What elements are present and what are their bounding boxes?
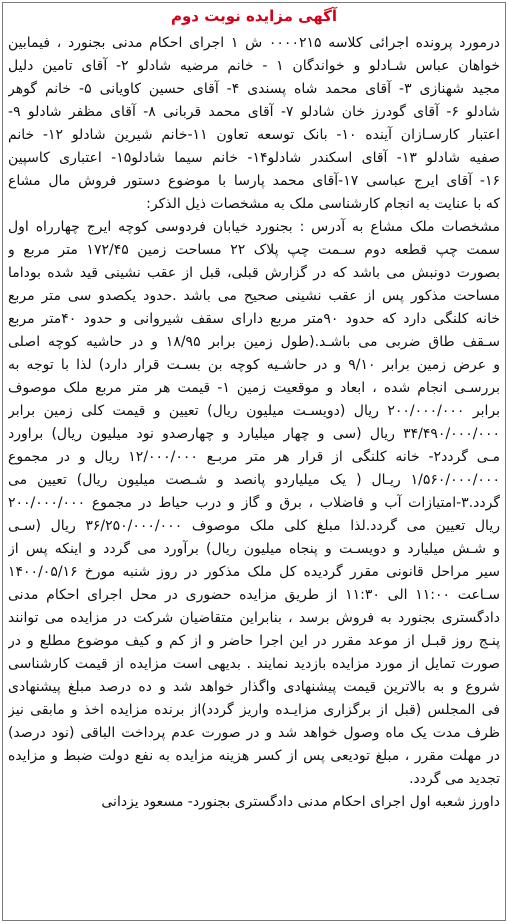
text-line: و شـش میلیارد و دویسـت و پنجاه میلیون ریال) برآورد می گردد و اینکه پس از	[8, 541, 500, 557]
text-line: برابر ۲۰۰/۰۰۰/۰۰۰ ریال (دویسـت میلیون ریال) تعیین و قیمت کلی زمین برابر	[8, 403, 500, 419]
text-line: و عرض زمین برابر ۹/۱۰ و در حاشـیه کوچه بن بسـت قرار دارد) لذا با توجه به	[8, 357, 500, 373]
text-line: شادلو ۶- آقای گودرز خان شادلو ۷- آقای محمد قربانی ۸- آقای مظفر شادلو ۹-	[8, 104, 500, 120]
text-line: شروع و به بالاترین قیمت پیشنهادی واگذار خواهد شد و ده درصد مبلغ پیشنهادی	[8, 679, 500, 695]
text-line: ظرف مدت یک ماه وصول خواهد شد و در صورت عدم پرداخت الباقی (نود درصد)	[8, 725, 500, 741]
text-line: که با عنایت به انجام کارشناسی ملک به مشخصات ذیل الذکر:	[146, 196, 500, 212]
notice-title: آگهی مزایده نوبت دوم	[170, 7, 338, 25]
text-line: درمورد پرونده اجرائی کلاسه ۰۰۰۰۲۱۵ ش ۱ اجرای احکام مدنی بجنورد ، فیمابین	[8, 35, 500, 51]
case-paragraph	[8, 32, 500, 216]
text-line: ۱/۵۶۰/۰۰۰/۰۰۰ ریـال ( یک میلیاردو پانصد و شـصت میلیون ریال) تعیین می	[8, 472, 500, 488]
text-line: در مهلت مقرر ، مبلغ تودیعی پس از کسر هزینه مزایده به نفع دولت ضبط و مزایده	[8, 748, 500, 764]
text-line: ۱۶- آقای ایرج عباسی ۱۷-آقای محمد پارسا با موضوع دستور فروش مال مشاع	[8, 173, 500, 189]
text-line: تجدید می گردد.	[409, 771, 500, 787]
text-line: مـی گردد۲- خانه کلنگی از قرار هر متر مربـع ۱۲/۰۰۰/۰۰۰ ریال و در مجموع	[8, 449, 500, 465]
text-line: گردد.۳-امتیازات آب و فاضلاب ، برق و گاز و درب حیاط در مجموع ۲۰۰/۰۰۰/۰۰۰	[8, 495, 500, 511]
notice-body	[8, 32, 500, 814]
property-paragraph	[8, 216, 500, 791]
text-line: پنـج روز قبـل از موعد مقرر در این اجرا حاضر و از کم و کیف موضوع مطلع و در	[8, 633, 500, 649]
text-line: سیر مراحل قانونی مقرر گردیده کل ملک مذکور در روز شنبه مورخ ۱۴۰۰/۰۵/۱۶	[8, 564, 500, 580]
text-line: فی المجلس (قبل از برگزاری مزایـده واریز گردد)از برنده مزایده اخذ و مابقی نیز	[8, 702, 500, 718]
text-line: اعتبار کارسـازان آینده ۱۰- بانک توسعه تعاون ۱۱-خانم شیرین شادلو ۱۲- خانم	[8, 127, 500, 143]
text-line: صفیه شادلو ۱۳- آقای اسکندر شادلو۱۴- خانم سیما شادلو۱۵- اعتباری کاسپین	[8, 150, 500, 166]
signature-line: داورز شعبه اول اجرای احکام مدنی دادگستری بجنورد- مسعود یزدانی	[101, 794, 500, 810]
text-line: سـقف طاق ضربی می باشـد.(طول زمین برابر ۱۸/۹۵ و در حاشیه کوچه اصلی	[8, 334, 500, 350]
text-line: صورت تمایل از مورد مزایده بازدید نمایند . بدیهی است مزایده از قیمت کارشناسی	[8, 656, 500, 672]
text-line: مجید شهنازی ۳- آقای محمد شاه پسندی ۴- آقای حسین کاویانی ۵- خانم گوهر	[8, 81, 500, 97]
text-line: مساحت مذکور پس از عقب نشینی صحیح می باشد .حدود یکصدو سی متر مربع	[8, 288, 500, 304]
text-line: سمت چپ قطعه دوم سـمت چپ پلاک ۲۲ مساحت زمین ۱۷۲/۴۵ متر مربع و	[8, 242, 500, 258]
text-line: سـاعت ۱۱:۰۰ الی ۱۱:۳۰ از طریق مزایده حضوری در محل اجرای احکام مدنی	[8, 587, 500, 603]
text-line: دادگستری بجنورد به فروش برسد ، بنابراین متقاضیان شرکت در مزایده می توانند	[8, 610, 500, 626]
text-line: بررسـی انجام شده ، ابعاد و موقعیت زمین ۱- قیمت هر متر مربع ملک موصوف	[8, 380, 500, 396]
text-line: بصورت دونبش می باشد که در گزارش قبلی، قبل از عقب نشینی قید شده بوداما	[8, 265, 500, 281]
text-line: مشخصات ملک مشاع به آدرس : بجنورد خیابان فردوسی کوچه ایرج چهارراه اول	[8, 219, 500, 235]
text-line: خواهان عباس شـادلو و خواندگان ۱ - خانم مرضیه شادلو ۲- آقای تامین دلیل	[8, 58, 500, 74]
text-line: خانه کلنگی دارد که حدود ۹۰متر مربع دارای سقف شیروانی و حدود ۴۰متر مربع	[8, 311, 500, 327]
text-line: ۳۴/۴۹۰/۰۰۰/۰۰۰ ریال (سی و چهار میلیارد و چهارصدو نود میلیون ریال) براورد	[8, 426, 500, 442]
text-line: ریال تعیین می گردد.لذا مبلغ کلی ملک موصوف ۳۶/۲۵۰/۰۰۰/۰۰۰ ریال (سـی	[8, 518, 500, 534]
